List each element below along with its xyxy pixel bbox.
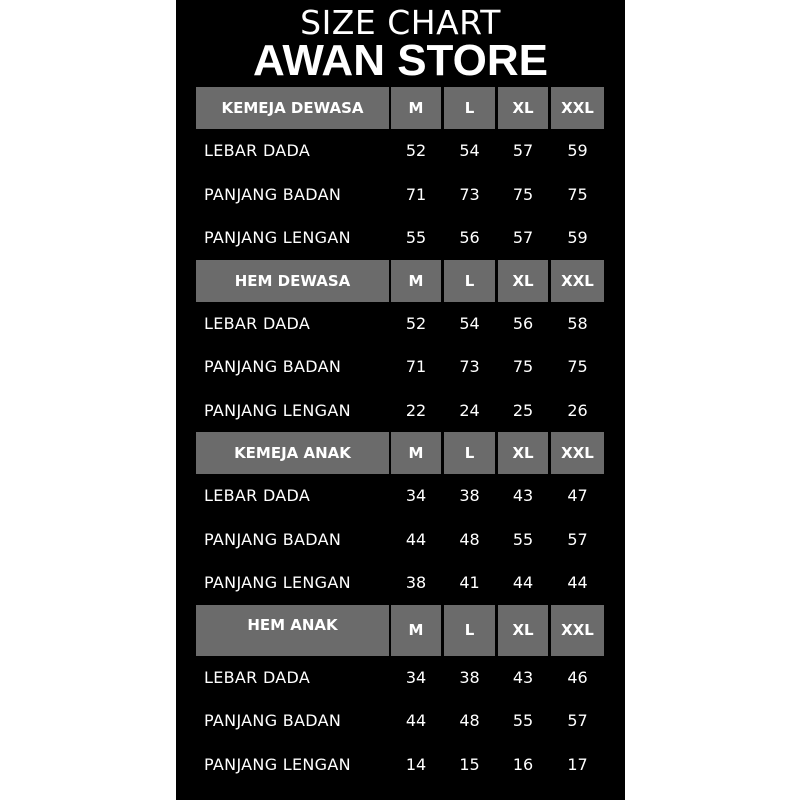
- row-label: PANJANG BADAN: [204, 184, 342, 204]
- value-cell: 52: [405, 141, 427, 161]
- section-name: HEM ANAK: [196, 605, 389, 656]
- value-cell: 16: [512, 754, 534, 774]
- section-name: KEMEJA ANAK: [196, 432, 389, 474]
- value-cell: 75: [567, 184, 588, 204]
- value-cell: 15: [459, 754, 480, 774]
- table-row: [176, 474, 625, 518]
- size-header-xxl: XXL: [551, 87, 604, 129]
- table-row: [176, 699, 625, 743]
- value-cell: 46: [567, 667, 588, 687]
- row-label: PANJANG LENGAN: [204, 754, 351, 774]
- value-cell: 43: [512, 486, 534, 506]
- value-cell: 71: [405, 184, 427, 204]
- value-cell: 55: [512, 529, 534, 549]
- value-cell: 22: [405, 400, 427, 420]
- value-cell: 54: [459, 141, 480, 161]
- table-row: [176, 345, 625, 389]
- chart-title: SIZE CHART: [300, 3, 501, 42]
- size-header-xxl: XXL: [551, 260, 604, 302]
- value-cell: 48: [459, 711, 480, 731]
- section-name: KEMEJA DEWASA: [196, 87, 389, 129]
- table-row: [176, 561, 625, 605]
- value-cell: 73: [459, 357, 480, 377]
- value-cell: 24: [459, 400, 480, 420]
- size-header-xxl: XXL: [551, 432, 604, 474]
- table-row: [176, 129, 625, 173]
- size-header-xl: XL: [498, 605, 548, 656]
- section-header: [176, 87, 625, 129]
- row-label: PANJANG LENGAN: [204, 573, 351, 593]
- value-cell: 25: [512, 400, 534, 420]
- size-header-l: L: [444, 260, 495, 302]
- value-cell: 44: [567, 573, 588, 593]
- value-cell: 14: [405, 754, 427, 774]
- table-row: [176, 173, 625, 217]
- value-cell: 44: [405, 711, 427, 731]
- size-table: [176, 87, 625, 786]
- value-cell: 55: [512, 711, 534, 731]
- value-cell: 57: [567, 529, 588, 549]
- row-label: PANJANG BADAN: [204, 711, 342, 731]
- row-label: LEBAR DADA: [204, 313, 311, 333]
- section-name: HEM DEWASA: [196, 260, 389, 302]
- value-cell: 56: [459, 228, 480, 248]
- value-cell: 57: [512, 141, 534, 161]
- value-cell: 38: [459, 486, 480, 506]
- row-label: LEBAR DADA: [204, 486, 311, 506]
- value-cell: 38: [405, 573, 427, 593]
- size-header-xl: XL: [498, 432, 548, 474]
- size-header-xl: XL: [498, 260, 548, 302]
- size-header-xl: XL: [498, 87, 548, 129]
- row-label: LEBAR DADA: [204, 141, 311, 161]
- section-header: [176, 432, 625, 474]
- value-cell: 57: [512, 228, 534, 248]
- value-cell: 52: [405, 313, 427, 333]
- table-row: [176, 743, 625, 787]
- table-row: [176, 389, 625, 433]
- value-cell: 44: [405, 529, 427, 549]
- value-cell: 59: [567, 141, 588, 161]
- row-label: PANJANG LENGAN: [204, 228, 351, 248]
- size-header-m: M: [391, 260, 441, 302]
- table-row: [176, 302, 625, 346]
- size-header-m: M: [391, 87, 441, 129]
- table-row: [176, 656, 625, 700]
- size-header-l: L: [444, 432, 495, 474]
- section-header: [176, 260, 625, 302]
- value-cell: 34: [405, 667, 427, 687]
- size-header-l: L: [444, 605, 495, 656]
- value-cell: 38: [459, 667, 480, 687]
- size-header-l: L: [444, 87, 495, 129]
- value-cell: 71: [405, 357, 427, 377]
- value-cell: 44: [512, 573, 534, 593]
- section-header: [176, 605, 625, 656]
- value-cell: 56: [512, 313, 534, 333]
- value-cell: 59: [567, 228, 588, 248]
- value-cell: 47: [567, 486, 588, 506]
- row-label: PANJANG BADAN: [204, 529, 342, 549]
- row-label: PANJANG BADAN: [204, 357, 342, 377]
- row-label: PANJANG LENGAN: [204, 400, 351, 420]
- table-row: [176, 216, 625, 260]
- value-cell: 58: [567, 313, 588, 333]
- size-chart-panel: [176, 0, 625, 800]
- value-cell: 75: [512, 357, 534, 377]
- value-cell: 55: [405, 228, 427, 248]
- size-header-m: M: [391, 605, 441, 656]
- table-row: [176, 518, 625, 562]
- value-cell: 73: [459, 184, 480, 204]
- value-cell: 48: [459, 529, 480, 549]
- store-name: AWAN STORE: [252, 36, 548, 85]
- value-cell: 26: [567, 400, 588, 420]
- size-header-xxl: XXL: [551, 605, 604, 656]
- value-cell: 17: [567, 754, 588, 774]
- value-cell: 57: [567, 711, 588, 731]
- value-cell: 43: [512, 667, 534, 687]
- value-cell: 75: [512, 184, 534, 204]
- value-cell: 41: [459, 573, 480, 593]
- size-header-m: M: [391, 432, 441, 474]
- value-cell: 54: [459, 313, 480, 333]
- value-cell: 34: [405, 486, 427, 506]
- row-label: LEBAR DADA: [204, 667, 311, 687]
- value-cell: 75: [567, 357, 588, 377]
